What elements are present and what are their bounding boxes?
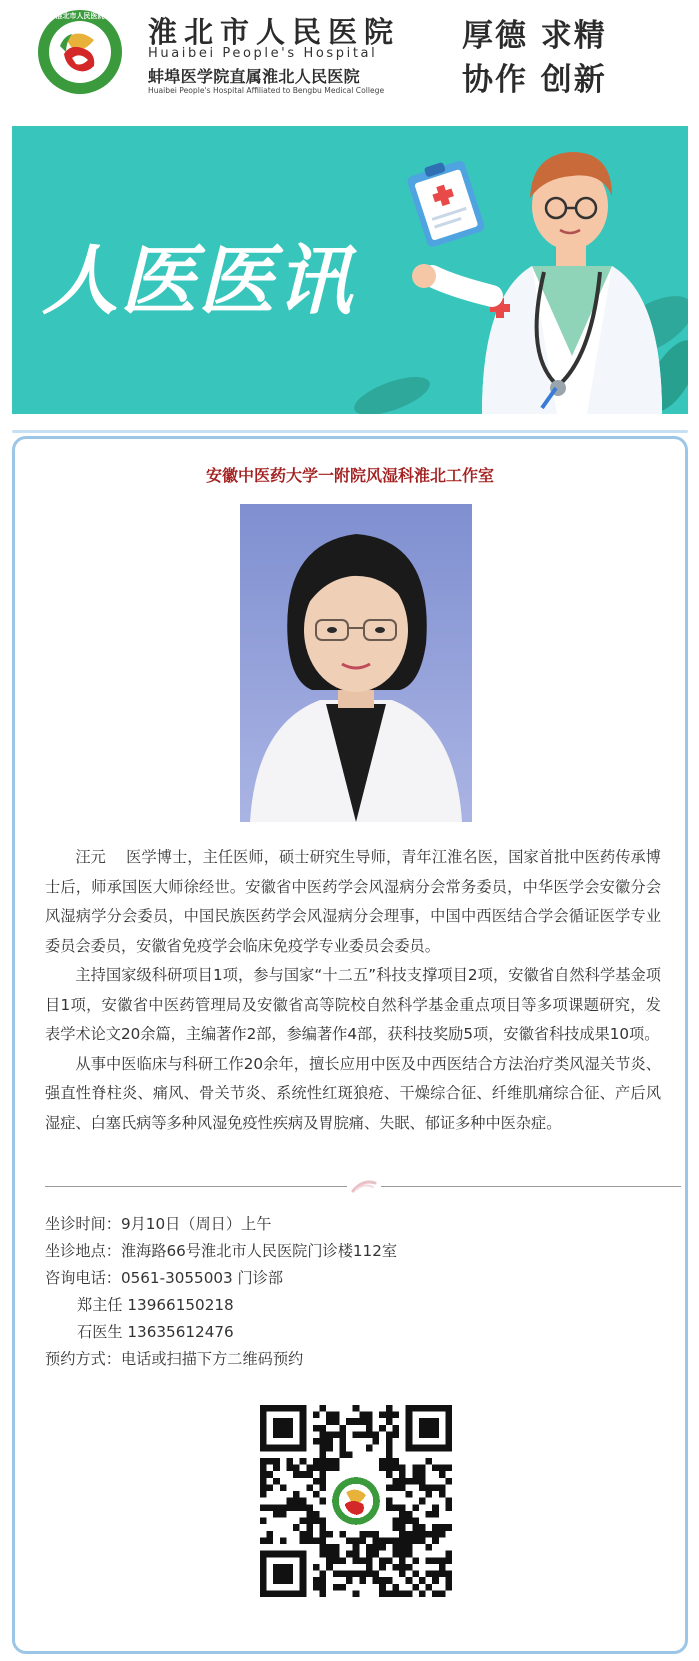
clipboard-icon	[405, 156, 486, 249]
clinic-location: 坐诊地点：淮海路66号淮北市人民医院门诊楼112室	[45, 1242, 398, 1260]
contact-shi[interactable]: 石医生 13635612476	[77, 1323, 234, 1341]
article-title: 安徽中医药大学一附院风湿科淮北工作室	[205, 466, 494, 485]
article-card	[12, 436, 688, 1654]
qr-code-icon[interactable]	[260, 1405, 452, 1597]
affiliation-cn: 蚌埠医学院直属淮北人民医院	[148, 67, 360, 86]
doctor-portrait-icon	[240, 504, 472, 822]
motto-line-1: 厚德 求精	[462, 18, 607, 54]
motto-line-2: 协作 创新	[462, 62, 607, 98]
svg-text:淮北市人民医院: 淮北市人民医院	[55, 12, 105, 20]
bio-paragraph: 从事中医临床与科研工作20余年，擅长应用中医及中西医结合方法治疗类风湿关节炎、强直性脊柱炎、痛风、骨关节炎、系统性红斑狼疮、干燥综合征、纤维肌痛综合征、产后风湿症、白塞氏病等多种风湿免疫性疾病及胃脘痛、失眠、郁证多种中医杂症。	[45, 1054, 661, 1132]
news-banner	[12, 126, 688, 414]
card-top-accent	[12, 430, 688, 433]
divider-left	[45, 1186, 347, 1187]
booking-method: 预约方式：电话或扫描下方二维码预约	[45, 1350, 304, 1368]
affiliation-en: Huaibei People's Hospital Affiliated to Bengbu Medical College	[148, 86, 385, 95]
hospital-name-cn: 淮北市人民医院	[148, 15, 401, 49]
divider-ornament-icon	[349, 1177, 379, 1195]
hospital-name-en: Huaibei People's Hospital	[148, 46, 378, 61]
clinic-phone[interactable]: 咨询电话：0561-3055003 门诊部	[45, 1269, 284, 1287]
hospital-logo-icon	[36, 8, 124, 96]
bio-paragraph: 主持国家级科研项目1项，参与国家“十二五”科技支撑项目2项，安徽省自然科学基金项目1项，安徽省中医药管理局及安徽省高等院校自然科学基金重点项目等多项课题研究，发表学术论文20余篇，主编著作2部，参编著作4部，获科技奖励5项，安徽省科技成果10项。	[45, 966, 661, 1043]
banner-title: 人医医讯	[42, 236, 354, 325]
clinic-time: 坐诊时间：9月10日（周日）上午	[45, 1215, 272, 1233]
contact-zheng[interactable]: 郑主任 13966150218	[77, 1296, 234, 1314]
header	[0, 0, 699, 108]
doctor-bio	[45, 843, 661, 1138]
clinic-info	[45, 1211, 397, 1373]
bio-paragraph: 汪元 医学博士，主任医师，硕士研究生导师，青年江淮名医，国家首批中医药传承博士后，师承国医大师徐经世。安徽省中医药学会风湿病分会常务委员，中华医学会安徽分会风湿病学分会委员，中国民族医药学会风湿病分会理事，中国中西医结合学会循证医学专业委员会委员，安徽省免疫学会临床免疫学专业委员会委员。	[45, 848, 661, 955]
divider-right	[381, 1186, 681, 1187]
